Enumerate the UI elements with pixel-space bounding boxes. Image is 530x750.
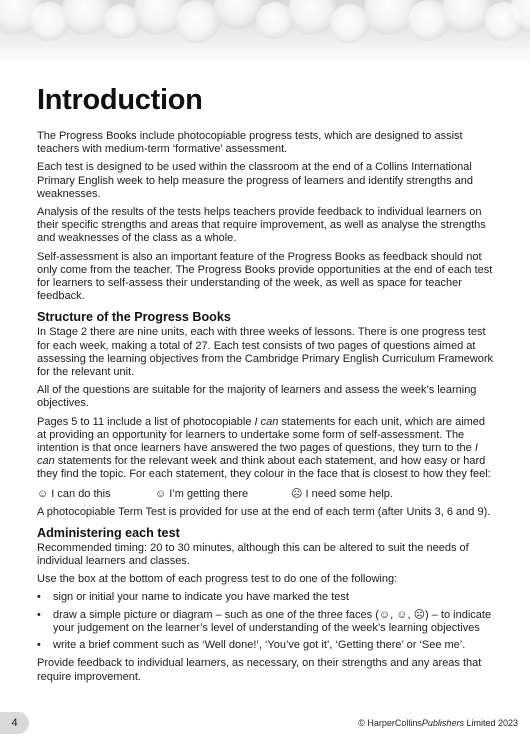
structure-paragraph: In Stage 2 there are nine units, each with three weeks of lessons. There is one progress test for each week, making a total of 27. Each test consists of two pages of questions aimed at assessing the learning objectives from the Cambridge Primary English Curriculum Framework for the relevant unit. xyxy=(37,326,494,379)
page-content xyxy=(37,80,495,689)
structure-paragraph: A photocopiable Term Test is provided for use at the end of each term (after Units 3, 6 and 9). xyxy=(37,505,491,518)
sad-face-label: ☹ I need some help. xyxy=(291,487,393,500)
neutral-face-label: ☺ I’m getting there xyxy=(155,487,249,500)
happy-face-label: ☺ I can do this xyxy=(37,487,111,500)
administering-heading: Administering each test xyxy=(37,525,180,540)
administering-paragraph: Provide feedback to individual learners, as necessary, on their strengths and any areas that require improvement. xyxy=(37,657,482,683)
faces-row xyxy=(37,487,495,501)
administering-paragraph: Use the box at the bottom of each progress test to do one of the following: xyxy=(37,573,398,586)
intro-paragraph: The Progress Books include photocopiable progress tests, which are designed to assist teachers with medium-term ‘formative’ assessment. xyxy=(37,130,463,156)
list-item: • write a brief comment such as ‘Well done!’, ‘You’ve got it’, ‘Getting there’ or ‘See me’. xyxy=(37,639,495,652)
header-banner xyxy=(0,0,530,62)
list-item: • draw a simple picture or diagram – such as one of the three faces (☺, ☺, ☹) – to indicate your judgement on the learner’s level of understanding of the week’s learning objectives xyxy=(37,609,495,635)
intro-paragraph: Each test is designed to be used within the classroom at the end of a Collins International Primary English week to help measure the progress of learners and identify strengths and weaknesses. xyxy=(37,161,473,200)
page-number: 4 xyxy=(0,712,29,734)
administering-paragraph: Recommended timing: 20 to 30 minutes, although this can be altered to suit the needs of individual learners and classes. xyxy=(37,541,469,568)
i-can-text: I can xyxy=(37,442,478,468)
intro-paragraph: Self-assessment is also an important feature of the Progress Books as feedback should not only come from the teacher. The Progress Books provide opportunities at the end of each test for learners to self-assess their understanding of the week, as well as space for teacher feedback. xyxy=(37,250,493,303)
list-item: • sign or initial your name to indicate you have marked the test xyxy=(37,591,495,604)
structure-heading: Structure of the Progress Books xyxy=(37,310,231,325)
copyright-footer: © HarperCollinsPublishers Limited 2023 xyxy=(358,718,518,728)
page-title: Introduction xyxy=(37,84,203,116)
structure-paragraph: Pages 5 to 11 include a list of photocopiable I can statements for each unit, which are aimed at providing an opportunity for learners to undertake some form of self-assessment. The intention is that once learners have answered the two pages of questions, they turn to the I can statements for the relevant week and think about each statement, and how easy or hard they find the topic. For each statement, they colour in the face that is closest to how they feel: xyxy=(37,415,491,481)
structure-paragraph: All of the questions are suitable for the majority of learners and assess the week’s learning objectives. xyxy=(37,384,477,410)
i-can-text: I can xyxy=(254,415,279,428)
administering-list xyxy=(37,591,495,652)
intro-paragraph: Analysis of the results of the tests helps teachers provide feedback to individual learners on their specific strengths and areas that require improvement, as well as analyse the strengths and weaknesses of the class as a whole. xyxy=(37,206,486,245)
